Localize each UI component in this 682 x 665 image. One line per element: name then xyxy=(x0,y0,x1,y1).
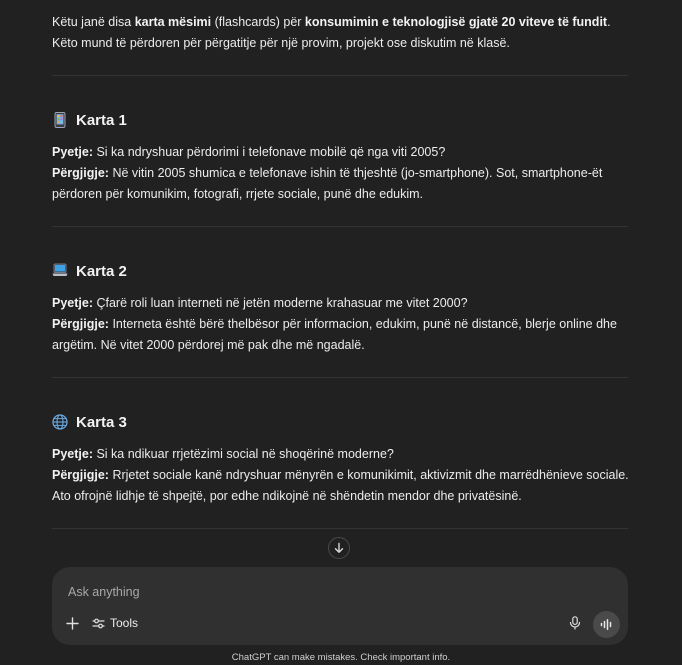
card-title-text: Karta 2 xyxy=(76,262,127,280)
question-text: Si ka ndryshuar përdorimi i telefonave mobilë që nga viti 2005? xyxy=(93,145,446,159)
card-question xyxy=(52,142,632,163)
card-title xyxy=(52,110,632,130)
question-text: Çfarë roli luan interneti në jetën moderne krahasuar me vitet 2000? xyxy=(93,296,468,310)
voice-mode-button[interactable] xyxy=(593,611,620,638)
globe-icon xyxy=(52,414,68,430)
prompt-input[interactable] xyxy=(66,581,550,603)
question-label: Pyetje: xyxy=(52,447,93,461)
card-answer xyxy=(52,314,632,356)
answer-text: Rrjetet sociale kanë ndryshuar mënyrën e komunikimit, aktivizmit dhe marrëdhënieve sociale. Ato ofrojnë lidhje të shpejtë, por edhe ndikojnë në shëndetin mendor dhe privatësinë. xyxy=(52,468,629,503)
question-label: Pyetje: xyxy=(52,145,93,159)
card-title xyxy=(52,412,632,432)
add-attachment-button[interactable] xyxy=(64,615,80,631)
disclaimer-text: ChatGPT can make mistakes. Check important info. xyxy=(231,652,451,663)
tools-button[interactable] xyxy=(92,614,138,632)
card-title xyxy=(52,261,632,281)
composer xyxy=(52,567,628,645)
intro-bold: konsumimin e teknologjisë gjatë 20 viteve të fundit xyxy=(304,15,608,29)
voice-waveform-icon xyxy=(600,619,613,630)
answer-label: Përgjigje: xyxy=(52,317,109,331)
card-answer xyxy=(52,465,632,507)
plus-icon xyxy=(66,617,79,630)
answer-text: Interneta është bërë thelbësor për informacion, edukim, punë në distancë, blerje online dhe argëtim. Në vitet 2000 përdorej më pak dhe më ngadalë. xyxy=(52,317,617,352)
card-title-text: Karta 1 xyxy=(76,111,127,129)
card-question xyxy=(52,444,632,465)
card-title-text: Karta 3 xyxy=(76,413,127,431)
flashcard-2 xyxy=(52,227,632,377)
intro-paragraph xyxy=(52,12,632,54)
intro-text: (flashcards) për xyxy=(211,15,305,29)
question-label: Pyetje: xyxy=(52,296,93,310)
dictate-button[interactable] xyxy=(567,615,583,631)
conversation xyxy=(52,12,632,529)
laptop-icon xyxy=(52,263,68,279)
tools-label: Tools xyxy=(110,616,139,630)
tools-sliders-icon xyxy=(92,617,105,630)
question-text: Si ka ndikuar rrjetëzimi social në shoqërinë moderne? xyxy=(93,447,394,461)
flashcard-3 xyxy=(52,378,632,528)
card-question xyxy=(52,293,632,314)
intro-text: . Këto mund të përdoren për përgatitje për një provim, projekt ose diskutim në klasë. xyxy=(52,15,611,50)
flashcard-1 xyxy=(52,76,632,226)
intro-bold: karta mësimi xyxy=(134,15,212,29)
microphone-icon xyxy=(569,616,581,630)
divider xyxy=(52,528,628,529)
mobile-phone-icon xyxy=(52,112,68,128)
answer-label: Përgjigje: xyxy=(52,166,109,180)
answer-label: Përgjigje: xyxy=(52,468,109,482)
card-answer xyxy=(52,163,632,205)
scroll-to-bottom-button[interactable] xyxy=(328,537,350,559)
arrow-down-icon xyxy=(333,542,345,554)
answer-text: Në vitin 2005 shumica e telefonave ishin të thjeshtë (jo-smartphone). Sot, smartphone-ët përdoren për komunikim, fotografi, rrjete sociale, punë dhe edukim. xyxy=(52,166,603,201)
intro-text: Këtu janë disa xyxy=(52,15,135,29)
